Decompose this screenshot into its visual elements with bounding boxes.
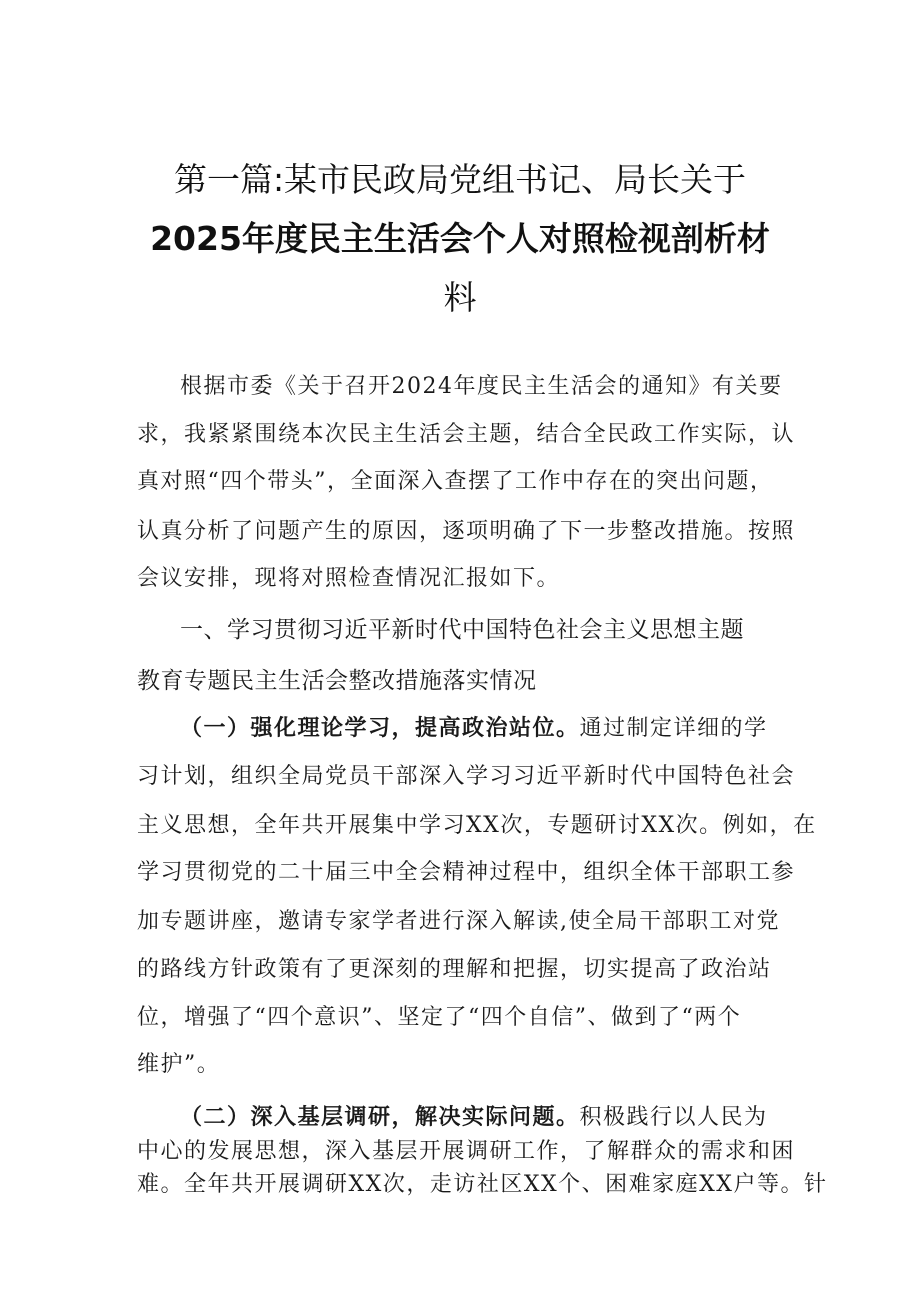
para1-line-1 — [180, 713, 787, 743]
document-title — [120, 150, 800, 327]
para2-line-1-rest: 积极践行以人民为 — [579, 1105, 768, 1130]
para1-lead: （一）强化理论学习，提高政治站位。 — [180, 715, 580, 741]
para1-line-6: 的路线方针政策有了更深刻的理解和把握，切实提高了政治站 — [137, 957, 772, 982]
para2-line-1 — [180, 1102, 787, 1132]
title-line-2: 2025年度民主生活会个人对照检视剖析材 — [150, 219, 770, 258]
para1-line-8: 维护”。 — [137, 1052, 221, 1077]
para2-line-3: 难。全年共开展调研XX次，走访社区XX个、困难家庭XX户等。针 — [137, 1172, 828, 1197]
section-heading-line-2: 教育专题民主生活会整改措施落实情况 — [137, 668, 537, 694]
intro-line-4: 认真分析了问题产生的原因，逐项明确了下一步整改措施。按照 — [137, 519, 796, 544]
section-heading-line-1: 一、学习贯彻习近平新时代中国特色社会主义思想主题 — [180, 617, 744, 643]
intro-line-5: 会议安排，现将对照检查情况汇报如下。 — [137, 566, 561, 591]
para1-line-7: 位，增强了“四个意识”、坚定了“四个自信”、做到了“两个 — [137, 1005, 742, 1030]
intro-line-1: 根据市委《关于召开2024年度民主生活会的通知》有关要 — [180, 374, 783, 399]
title-line-1: 第一篇:某市民政局党组书记、局长关于 — [173, 160, 747, 199]
para1-line-3: 主义思想，全年共开展集中学习XX次，专题研讨XX次。例如，在 — [137, 813, 817, 838]
intro-line-2: 求，我紧紧围绕本次民主生活会主题，结合全民政工作实际，认 — [137, 422, 796, 447]
para1-line-2: 习计划，组织全局党员干部深入学习习近平新时代中国特色社会 — [137, 764, 796, 789]
para2-lead: （二）深入基层调研，解决实际问题。 — [180, 1104, 580, 1130]
para1-line-1-rest: 通过制定详细的学 — [579, 716, 768, 741]
para1-line-5: 加专题讲座，邀请专家学者进行深入解读,使全局干部职工对党 — [137, 909, 780, 934]
para2-line-2: 中心的发展思想，深入基层开展调研工作，了解群众的需求和困 — [137, 1139, 796, 1164]
title-line-3: 料 — [443, 278, 477, 317]
para1-line-4: 学习贯彻党的二十届三中全会精神过程中，组织全体干部职工参 — [137, 860, 796, 885]
intro-line-3: 真对照“四个带头”，全面深入查摆了工作中存在的突出问题， — [137, 469, 774, 494]
